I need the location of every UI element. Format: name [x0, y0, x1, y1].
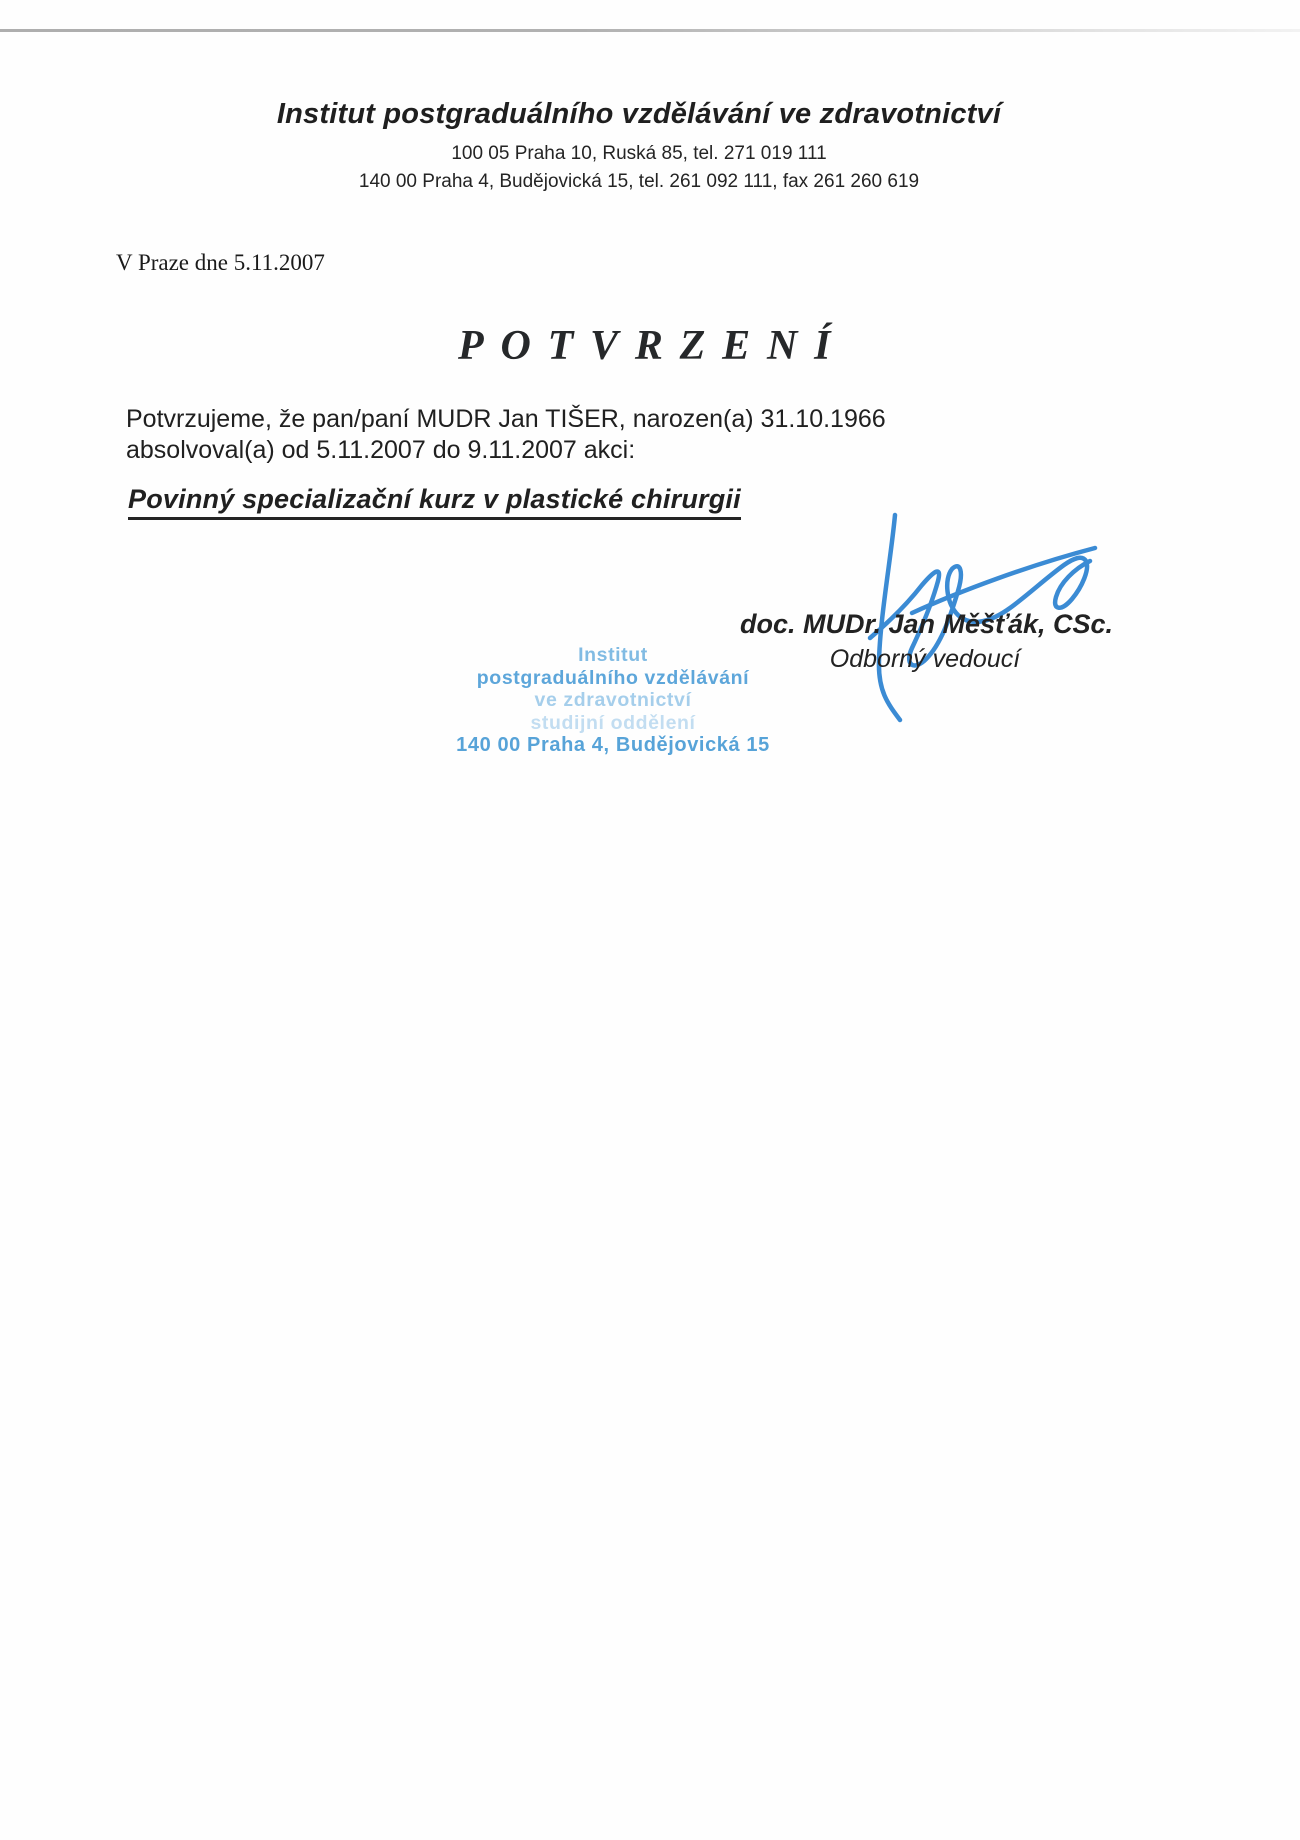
document-title: POTVRZENÍ [458, 323, 848, 369]
stamp-line-1: Institut [578, 644, 648, 666]
institute-address-line-2: 140 00 Praha 4, Budějovická 15, tel. 261 092 111, fax 261 260 619 [358, 171, 920, 192]
letterhead [0, 98, 1278, 195]
signer-role: Odborný vedoucí [829, 645, 1021, 673]
institute-name: Institut postgraduálního vzdělávání ve zdravotnictví [276, 98, 1002, 130]
confirmation-line-1: Potvrzujeme, že pan/paní MUDR Jan TIŠER, narozen(a) 31.10.1966 [126, 405, 886, 433]
stamp-line-5: 140 00 Praha 4, Budějovická 15 [456, 734, 770, 756]
signer-name: doc. MUDr. Jan Měšťák, CSc. [740, 609, 1114, 639]
institute-address-line-1: 100 05 Praha 10, Ruská 85, tel. 271 019 111 [451, 143, 827, 164]
stamp-line-2: postgraduálního vzdělávání [476, 666, 750, 689]
confirmation-paragraph [126, 404, 1106, 466]
stamp-line-4: studijní oddělení [530, 711, 696, 734]
place-and-date: V Praze dne 5.11.2007 [116, 250, 325, 275]
scan-artifact-line [0, 29, 1300, 32]
confirmation-line-2: absolvoval(a) od 5.11.2007 do 9.11.2007 akci: [126, 436, 636, 464]
course-title: Povinný specializační kurz v plastické chirurgii [128, 484, 741, 520]
stamp-line-3: ve zdravotnictví [534, 689, 692, 711]
